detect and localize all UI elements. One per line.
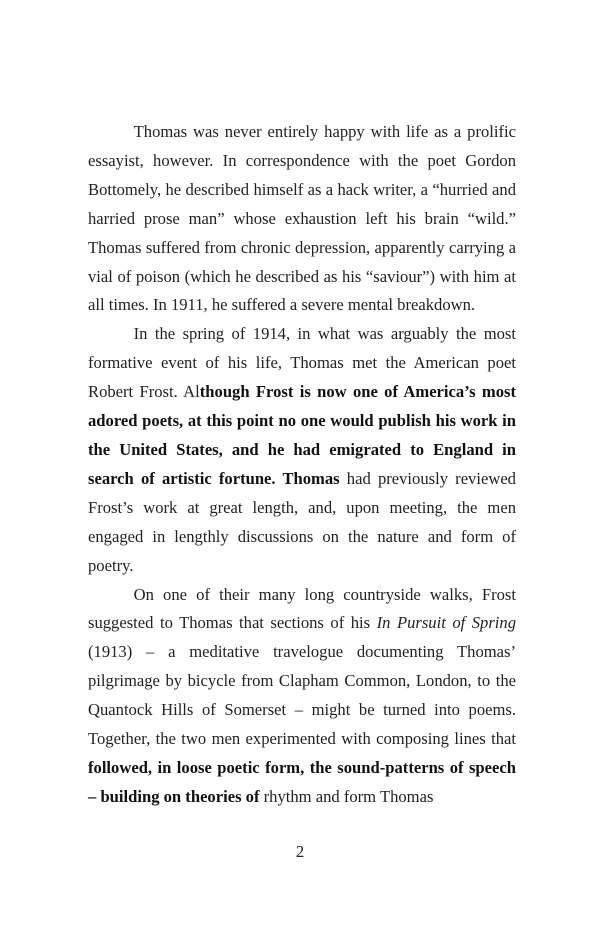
page-number: 2	[295, 842, 305, 861]
book-title-italic: In Pursuit of Spring	[376, 613, 516, 633]
paragraph-2-run-3: had previously reviewed Frost’s work at great length, and, upon meeting, the men engaged in lengthly discussions on the nature and form of poetry.	[88, 468, 516, 575]
paragraph-3-run-3: (1913) – a meditative travelogue documenting Thomas’ pilgrimage by bicycle from Clapham Common, London, to the Quantock Hills of Somerset – might be turned into poems. Together, the two men experimented with composing lines that	[88, 642, 516, 749]
body-text	[88, 118, 516, 812]
paragraph-1	[88, 118, 516, 320]
paragraph-3-run-1: On one of their many long countryside walks, Frost suggested to Thomas that sections of his	[88, 584, 516, 633]
paragraph-3	[88, 581, 516, 812]
paragraph-2-dark-run: though Frost is now one of America’s most adored poets, at this point no one would publish his work in the United States, and he had emigrated to England in search of artistic fortune. Thomas	[88, 382, 516, 488]
paragraph-1-text: Thomas was never entirely happy with life as a prolific essayist, however. In correspondence with the poet Gordon Bottomely, he described himself as a hack writer, a “hurried and harried prose man” whose exhaustion left his brain “wild.” Thomas suffered from chronic depression, apparently carrying a vial of poison (which he described as his “saviour”) with him at all times. In 1911, he suffered a severe mental breakdown.	[88, 122, 516, 315]
paragraph-2-run-1: In the spring of 1914, in what was arguably the most formative event of his life, Thomas met the American poet Robert Frost. Al	[88, 324, 516, 402]
paragraph-3-dark-run: followed, in loose poetic form, the sound-patterns of speech – building on theories of	[88, 757, 516, 806]
paragraph-2	[88, 320, 516, 580]
paragraph-3-run-5: rhythm and form Thomas	[259, 786, 434, 806]
